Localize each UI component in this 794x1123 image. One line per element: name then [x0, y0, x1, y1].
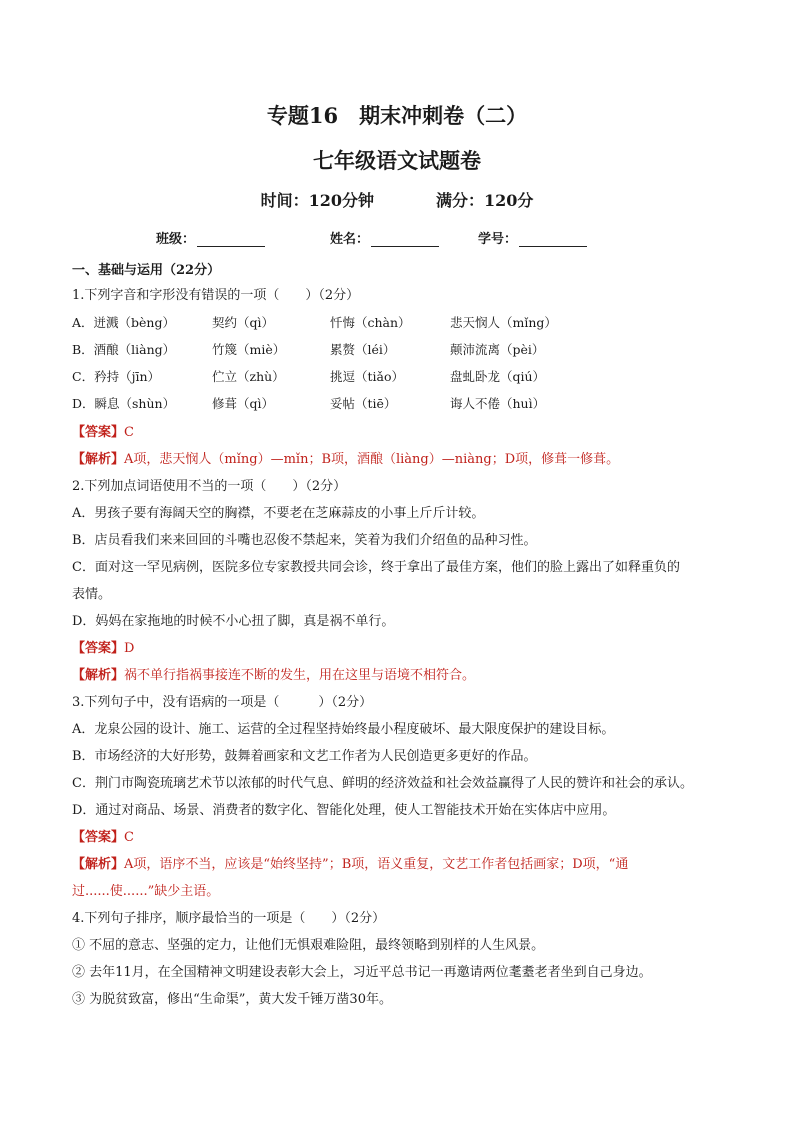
q1-option: 修葺（qì）	[212, 396, 274, 411]
q1-option: A．迸溅（bèng）	[72, 315, 175, 330]
q2-option-b: B．店员看我们来来回回的斗嘴也忍俊不禁起来，笑着为我们介绍鱼的品种习性。	[72, 533, 537, 548]
section-heading: 一、基础与运用（22分）	[72, 263, 221, 278]
q3-analysis	[72, 856, 628, 874]
q1-stem: 1.下列字音和字形没有错误的一项（ ）（2分）	[72, 288, 360, 303]
q2-option-a: A．男孩子要有海阔天空的胸襟，不要老在芝麻蒜皮的小事上斤斤计较。	[72, 506, 485, 521]
q1-option: B．酒酿（liàng）	[72, 342, 176, 357]
exam-score: 满分：120分	[436, 191, 534, 210]
q1-analysis	[72, 451, 619, 469]
class-blank[interactable]	[197, 234, 265, 247]
answer-value: D	[124, 641, 135, 656]
class-field[interactable]	[156, 228, 265, 247]
id-blank[interactable]	[519, 234, 587, 247]
q4-stem: 4.下列句子排序，顺序最恰当的一项是（ ）（2分）	[72, 911, 386, 926]
q2-option-d: D．妈妈在家拖地的时候不小心扭了脚，真是祸不单行。	[72, 614, 395, 629]
q3-analysis-cont: 过......使......”缺少主语。	[72, 884, 220, 899]
name-field[interactable]	[330, 228, 439, 247]
q2-option-c: C．面对这一罕见病例，医院多位专家教授共同会诊，终于拿出了最佳方案，他们的脸上露出了如释重负的	[72, 560, 680, 575]
q1-option: 累赘（léi）	[330, 342, 396, 357]
q1-option: 忏悔（chàn）	[330, 315, 411, 330]
q2-analysis	[72, 667, 475, 685]
q1-option: 契约（qì）	[212, 315, 274, 330]
q3-option-c: C．荆门市陶瓷琉璃艺术节以浓郁的时代气息、鲜明的经济效益和社会效益赢得了人民的赞许和社会的承认。	[72, 776, 693, 791]
q1-option: 盘虬卧龙（qiú）	[450, 369, 546, 384]
exam-time: 时间：120分钟	[260, 191, 374, 210]
q2-option-c-cont: 表情。	[72, 587, 112, 602]
page-title: 专题16 期末冲刺卷（二）	[266, 103, 528, 128]
q1-option: 伫立（zhù）	[212, 369, 285, 384]
q4-sentence-3: ③ 为脱贫致富，修出“生命渠”，黄大发千锤万凿30年。	[72, 992, 392, 1007]
class-label: 班级：	[156, 232, 196, 247]
page-subtitle: 七年级语文试题卷	[313, 148, 481, 173]
q2-answer	[72, 640, 134, 658]
id-field[interactable]	[478, 228, 587, 247]
analysis-text: A项，悲天悯人（mǐng）—mǐn；B项，酒酿（liàng）—niàng；D项，修葺一修葺。	[124, 452, 620, 467]
q4-sentence-2: ② 去年11月，在全国精神文明建设表彰大会上，习近平总书记一再邀请两位耄耋老者坐到自己身边。	[72, 965, 652, 980]
analysis-label: 【解析】	[72, 668, 125, 683]
answer-label: 【答案】	[72, 830, 125, 845]
analysis-label: 【解析】	[72, 452, 125, 467]
id-label: 学号：	[478, 232, 518, 247]
q1-option: 悲天悯人（mǐng）	[450, 315, 557, 330]
q1-option: D．瞬息（shùn）	[72, 396, 176, 411]
q1-option: 挑逗（tiǎo）	[330, 369, 404, 384]
answer-value: C	[124, 830, 134, 845]
q1-option: 颠沛流离（pèi）	[450, 342, 545, 357]
analysis-text: 祸不单行指祸事接连不断的发生，用在这里与语境不相符合。	[124, 668, 476, 683]
answer-label: 【答案】	[72, 641, 125, 656]
q3-answer	[72, 829, 134, 847]
exam-meta	[0, 188, 794, 211]
q3-option-b: B．市场经济的大好形势，鼓舞着画家和文艺工作者为人民创造更多更好的作品。	[72, 749, 537, 764]
q4-sentence-1: ① 不屈的意志、坚强的定力，让他们无惧艰难险阻，最终领略到别样的人生风景。	[72, 938, 545, 953]
q3-option-a: A．龙泉公园的设计、施工、运营的全过程坚持始终最小程度破坏、最大限度保护的建设目标。	[72, 722, 615, 737]
q1-option: C．矜持（jīn）	[72, 369, 160, 384]
name-label: 姓名：	[330, 232, 370, 247]
name-blank[interactable]	[371, 234, 439, 247]
answer-value: C	[124, 425, 134, 440]
q3-stem: 3.下列句子中，没有语病的一项是（ ）（2分）	[72, 695, 373, 710]
q1-option: 竹篾（miè）	[212, 342, 286, 357]
analysis-text: A项，语序不当，应该是“始终坚持”；B项，语义重复，文艺工作者包括画家；D项，“通	[124, 857, 629, 872]
answer-label: 【答案】	[72, 425, 125, 440]
q1-answer	[72, 424, 134, 442]
q2-stem: 2.下列加点词语使用不当的一项（ ）（2分）	[72, 479, 347, 494]
q1-option: 妥帖（tiē）	[330, 396, 397, 411]
analysis-label: 【解析】	[72, 857, 125, 872]
q3-option-d: D．通过对商品、场景、消费者的数字化、智能化处理，使人工智能技术开始在实体店中应用。	[72, 803, 616, 818]
q1-option: 诲人不倦（huì）	[450, 396, 546, 411]
